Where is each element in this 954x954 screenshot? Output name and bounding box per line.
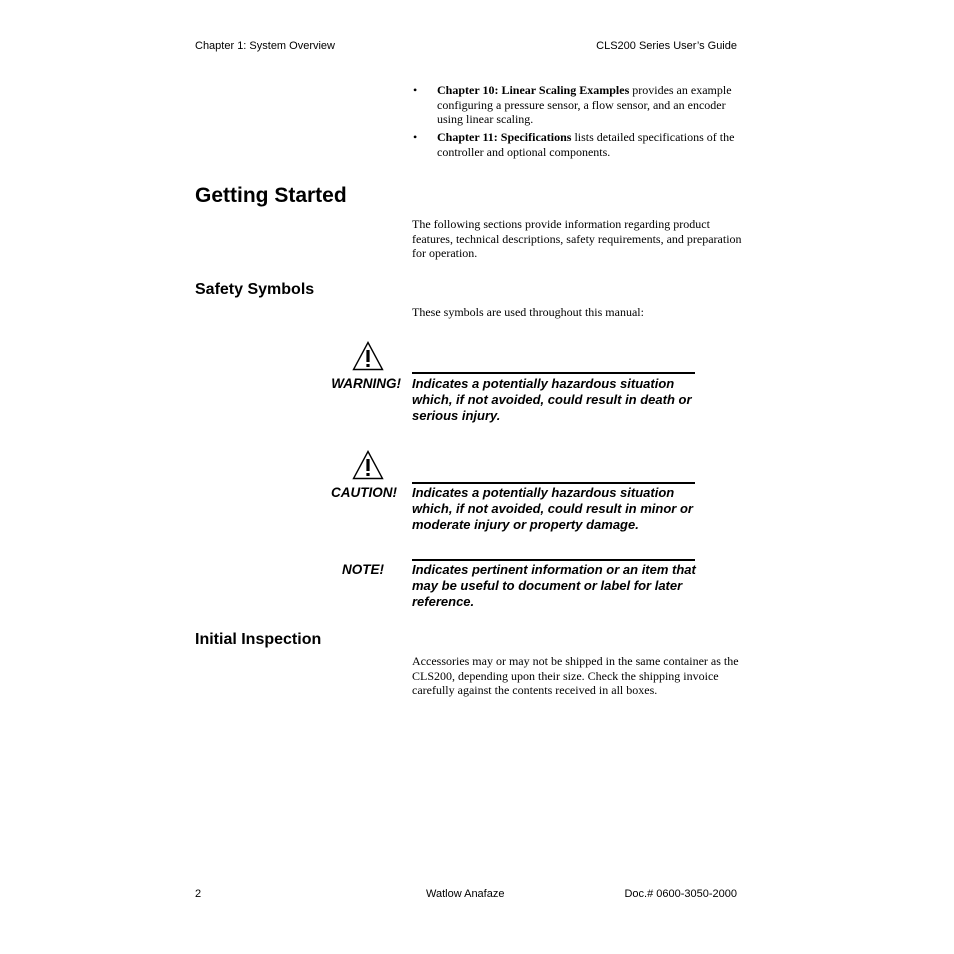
header-guide-title: CLS200 Series User’s Guide <box>596 40 737 52</box>
heading-getting-started: Getting Started <box>195 184 347 207</box>
header-chapter: Chapter 1: System Overview <box>195 40 335 52</box>
caution-triangle-icon <box>352 450 384 480</box>
initial-inspection-body: Accessories may or may not be shipped in the same container as the CLS200, depending upon their size. Check the shipping invoice carefully against the contents received in all boxes. <box>412 654 739 697</box>
note-label: NOTE! <box>342 562 384 577</box>
caution-label: CAUTION! <box>331 485 397 500</box>
note-rule <box>412 559 695 561</box>
caution-text: Indicates a potentially hazardous situation which, if not avoided, could result in minor or moderate injury or property damage. <box>412 485 693 532</box>
note-text: Indicates pertinent information or an item that may be useful to document or label for later reference. <box>412 562 696 609</box>
footer-doc-number: Doc.# 0600-3050-2000 <box>624 888 737 900</box>
bullet-bold-term: Chapter 10: Linear Scaling Examples <box>437 83 630 97</box>
warning-triangle-icon <box>352 341 384 371</box>
warning-rule <box>412 372 695 374</box>
bullet-description: provides an example configuring a pressure sensor, a flow sensor, and an encoder using linear scaling. <box>437 83 732 126</box>
bullet-description: lists detailed specifications of the controller and optional components. <box>437 130 735 159</box>
heading-initial-inspection: Initial Inspection <box>195 631 322 648</box>
footer-page-number: 2 <box>195 888 202 900</box>
bullet-item-chapter-11 <box>437 130 742 159</box>
warning-label: WARNING! <box>331 376 401 391</box>
heading-safety-symbols: Safety Symbols <box>195 281 315 298</box>
warning-text: Indicates a potentially hazardous situation which, if not avoided, could result in death or serious injury. <box>412 376 692 423</box>
caution-rule <box>412 482 695 484</box>
bullet-marker: • <box>413 130 418 144</box>
getting-started-body: The following sections provide information regarding product features, technical descriptions, safety requirements, and preparation for operation. <box>412 217 742 260</box>
bullet-marker: • <box>413 83 418 97</box>
footer-company: Watlow Anafaze <box>426 888 505 900</box>
safety-symbols-intro: These symbols are used throughout this manual: <box>412 305 644 319</box>
bullet-item-chapter-10 <box>437 83 742 127</box>
bullet-bold-term: Chapter 11: Specifications <box>437 130 572 144</box>
